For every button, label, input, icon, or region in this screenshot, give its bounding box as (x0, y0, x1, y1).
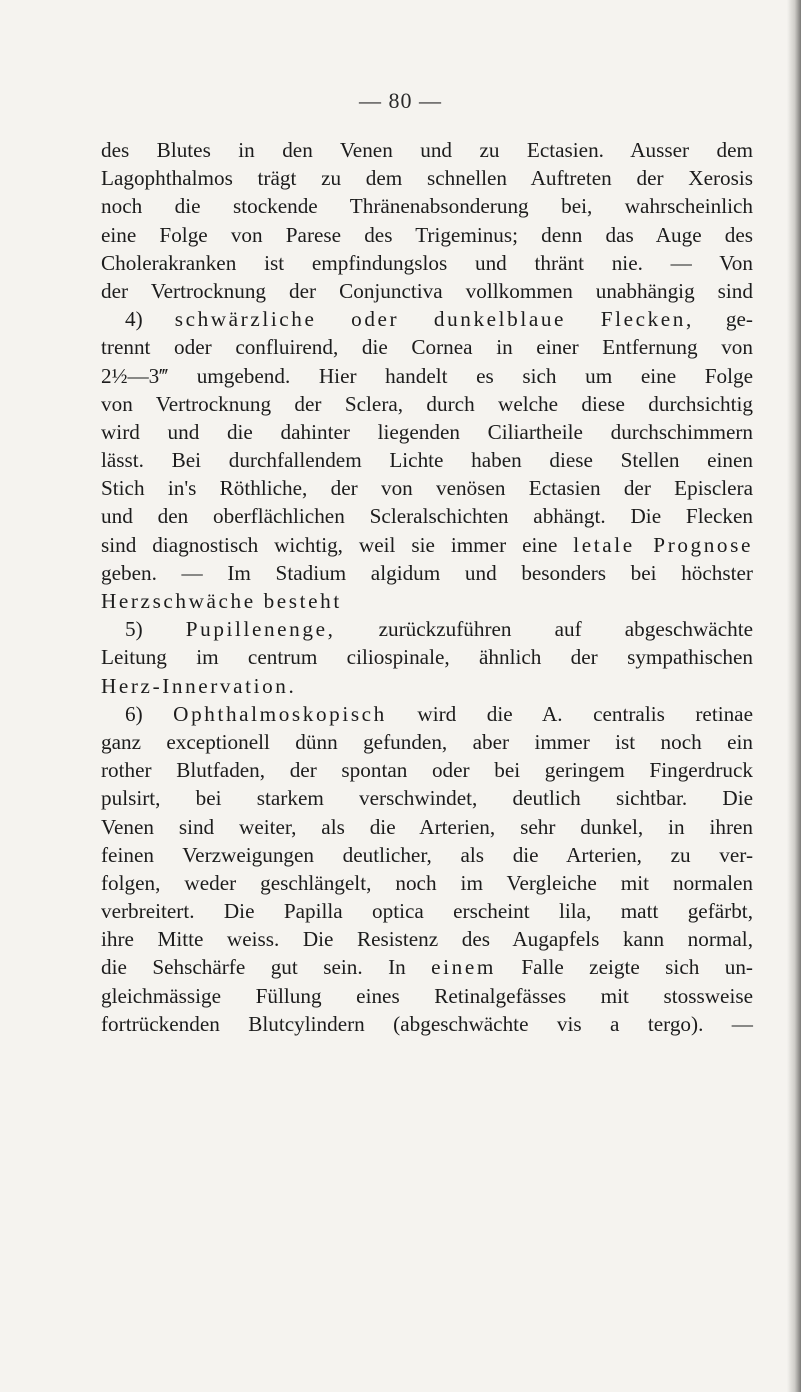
line-text: und den oberflächlichen Scleralschichten abhängt. Die Flecken (101, 504, 753, 529)
line-text: ihre Mitte weiss. Die Resistenz des Augapfels kann normal, (101, 927, 753, 952)
line-text: des Blutes in den Venen und zu Ectasien. Ausser dem (101, 138, 753, 162)
page-edge-shadow (787, 0, 801, 1392)
text-line (101, 643, 753, 671)
line-text: gleichmässige Füllung eines Retinalgefässes mit stossweise (101, 983, 753, 1008)
line-text: ge- (693, 307, 753, 332)
text-line (101, 953, 753, 981)
line-text: fortrückenden Blutcylindern (abgeschwächte vis a tergo). — (101, 1011, 753, 1036)
line-text: 5) (125, 617, 186, 642)
spaced-emphasis: letale Prognose (573, 532, 753, 557)
line-text: pulsirt, bei starkem verschwindet, deutlich sichtbar. Die (101, 786, 753, 811)
text-line (101, 1010, 753, 1038)
text-line (101, 305, 753, 333)
text-line (101, 728, 753, 756)
line-text: Venen sind weiter, als die Arterien, sehr dunkel, in ihren (101, 814, 753, 839)
text-line (101, 615, 753, 643)
text-line (101, 897, 753, 925)
line-text: rother Blutfaden, der spontan oder bei geringem Fingerdruck (101, 758, 753, 783)
line-text: sind diagnostisch wichtig, weil sie immer eine (101, 532, 574, 557)
line-text: Stich in's Röthliche, der von venösen Ectasien der Episclera (101, 476, 753, 501)
body-text (101, 136, 753, 1038)
text-line (101, 869, 753, 897)
text-line (101, 784, 753, 812)
line-text: noch die stockende Thränenabsonderung bei, wahrscheinlich (101, 194, 753, 219)
text-line (101, 756, 753, 784)
line-text: 2½—3‴ umgebend. Hier handelt es sich um eine Folge (101, 363, 753, 388)
text-line (101, 672, 753, 700)
spaced-emphasis: Pupillenenge, (185, 617, 336, 642)
spaced-emphasis: Ophthalmoskopisch (173, 701, 387, 726)
text-line (101, 418, 753, 446)
line-text: von Vertrocknung der Sclera, durch welche diese durchsichtig (101, 391, 753, 416)
text-line (101, 474, 753, 502)
text-line (101, 587, 753, 615)
text-line (101, 136, 753, 164)
text-line (101, 841, 753, 869)
text-line (101, 249, 753, 277)
text-line (101, 192, 753, 220)
line-text: zurückzuführen auf abgeschwächte (335, 617, 753, 642)
line-text: trennt oder confluirend, die Cornea in einer Entfernung von (101, 335, 753, 360)
line-text: Falle zeigte sich un- (495, 955, 753, 980)
line-text: Lagophthalmos trägt zu dem schnellen Auftreten der Xerosis (101, 166, 753, 191)
line-text: der Vertrocknung der Conjunctiva vollkommen unabhängig sind (101, 278, 753, 303)
line-text: ganz exceptionell dünn gefunden, aber immer ist noch ein (101, 729, 753, 754)
text-line (101, 221, 753, 249)
line-text: geben. — Im Stadium algidum und besonders bei höchster (101, 560, 753, 585)
text-line (101, 559, 753, 587)
text-line (101, 277, 753, 305)
text-line (101, 164, 753, 192)
text-line (101, 700, 753, 728)
line-text: folgen, weder geschlängelt, noch im Vergleiche mit normalen (101, 870, 753, 895)
line-text: lässt. Bei durchfallendem Lichte haben diese Stellen einen (101, 448, 753, 473)
text-line (101, 362, 753, 390)
text-line (101, 982, 753, 1010)
text-line (101, 925, 753, 953)
spaced-emphasis: schwärzliche oder dunkelblaue Flecken, (174, 307, 694, 332)
text-line (101, 531, 753, 559)
text-line (101, 502, 753, 530)
text-line (101, 446, 753, 474)
page-number: — 80 — (359, 88, 442, 113)
line-text: 4) (125, 307, 175, 332)
line-text: 6) (125, 701, 174, 726)
text-line (101, 813, 753, 841)
line-text: Leitung im centrum ciliospinale, ähnlich der sympathischen (101, 645, 753, 670)
line-text: Cholerakranken ist empfindungslos und thränt nie. — Von (101, 250, 753, 275)
spaced-emphasis: einem (431, 955, 496, 980)
text-line (101, 333, 753, 361)
line-text: Herzschwäche besteht (101, 589, 342, 613)
text-line (101, 390, 753, 418)
line-text: feinen Verzweigungen deutlicher, als die Arterien, zu ver- (101, 842, 753, 867)
line-text: wird die A. centralis retinae (386, 701, 753, 726)
line-text: verbreitert. Die Papilla optica erscheint lila, matt gefärbt, (101, 899, 753, 924)
line-text: wird und die dahinter liegenden Ciliartheile durchschimmern (101, 419, 753, 444)
line-text: die Sehschärfe gut sein. In (101, 955, 432, 980)
line-text: Herz-Innervation. (101, 673, 297, 698)
line-text: eine Folge von Parese des Trigeminus; denn das Auge des (101, 222, 753, 247)
